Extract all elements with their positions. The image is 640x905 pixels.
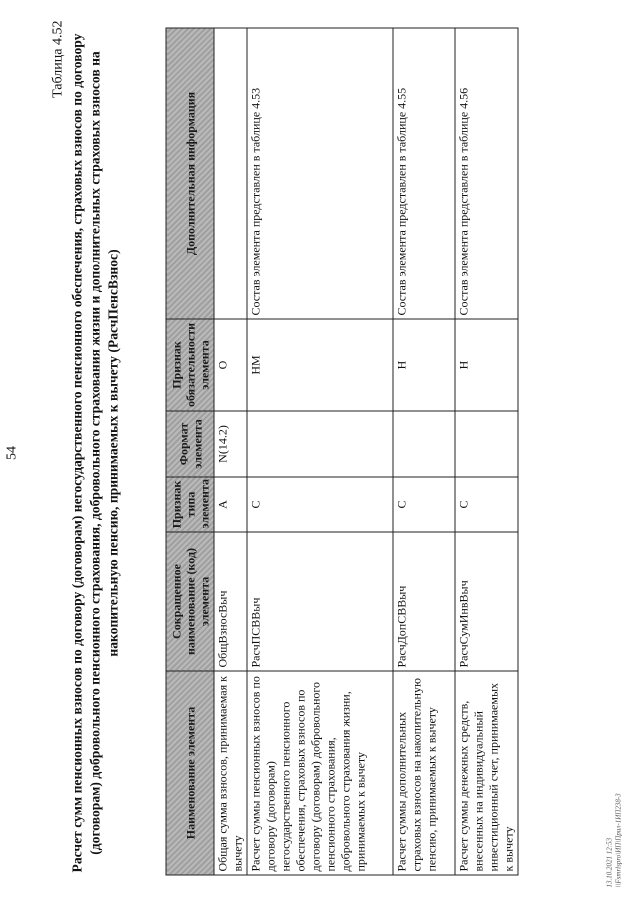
cell-code: РасчДопСВВыч <box>393 532 455 671</box>
cell-code: ОбщВзносВыч <box>214 532 247 671</box>
table-row <box>214 28 247 875</box>
table-number: Таблица 4.52 <box>50 20 65 98</box>
table-title <box>68 0 122 905</box>
cell-type: С <box>247 477 393 532</box>
cell-code: РасчПСВВыч <box>247 532 393 671</box>
cell-required: О <box>214 319 247 411</box>
table-header-row <box>166 28 214 875</box>
page-number: 54 <box>4 445 19 460</box>
cell-required: Н <box>393 319 455 411</box>
title-line: (договорам) добровольного пенсионного страхования, добровольного страхования жизни и дополнительных страховых взносов на <box>87 50 102 855</box>
cell-format <box>393 411 455 477</box>
table-row <box>247 28 393 875</box>
header-element-name: Наименование элемента <box>166 671 214 875</box>
table-row <box>455 28 518 875</box>
header-element-required: Признак обязательности элемента <box>166 319 214 411</box>
cell-info: Состав элемента представлен в таблице 4.56 <box>455 28 518 319</box>
cell-required: Н <box>455 319 518 411</box>
cell-name: Расчет суммы дополнительных страховых взносов на накопительную пенсию, принимаемых к вычету <box>393 671 455 875</box>
cell-format <box>455 411 518 477</box>
cell-info: Состав элемента представлен в таблице 4.53 <box>247 28 393 319</box>
cell-type: С <box>455 477 518 532</box>
cell-name: Расчет суммы денежных средств, внесенных на индивидуальный инвестиционный счет, принимаемых к вычету <box>455 671 518 875</box>
header-additional-info: Дополнительная информация <box>166 28 214 319</box>
cell-code: РасчСумИнвВыч <box>455 532 518 671</box>
cell-type: А <box>214 477 247 532</box>
footer-file-path: \\Fsmrlspro\ИП\Прил-1ИП238-3 <box>614 792 622 887</box>
header-element-code: Сокращенное наименование (код) элемента <box>166 532 214 671</box>
title-line: накопительную пенсию, принимаемых к вычету (РасчПенсВзнос) <box>105 248 120 657</box>
cell-format: N(14.2) <box>214 411 247 477</box>
cell-name: Общая сумма взносов, принимаемая к вычету <box>214 671 247 875</box>
footer-timestamp: 13.10.2021 12:53 <box>605 837 613 887</box>
print-footer <box>605 793 623 887</box>
cell-format <box>247 411 393 477</box>
cell-type: С <box>393 477 455 532</box>
header-element-type: Признак типа элемента <box>166 477 214 532</box>
title-line: Расчет сумм пенсионных взносов по договору (договорам) негосударственного пенсионного обеспечения, страховых взносов по договору <box>69 33 84 872</box>
cell-info: Состав элемента представлен в таблице 4.55 <box>393 28 455 319</box>
cell-required: НМ <box>247 319 393 411</box>
table-row <box>393 28 455 875</box>
cell-name: Расчет суммы пенсионных взносов по договору (договорам) негосударственного пенсионного обеспечения, страховых взносов по договору (договорам) добровольного пенсионного страхования, добровольного страхования жизни, принимаемых к вычету <box>247 671 393 875</box>
header-element-format: Формат элемента <box>166 411 214 477</box>
cell-info <box>214 28 247 319</box>
elements-table <box>165 27 518 875</box>
